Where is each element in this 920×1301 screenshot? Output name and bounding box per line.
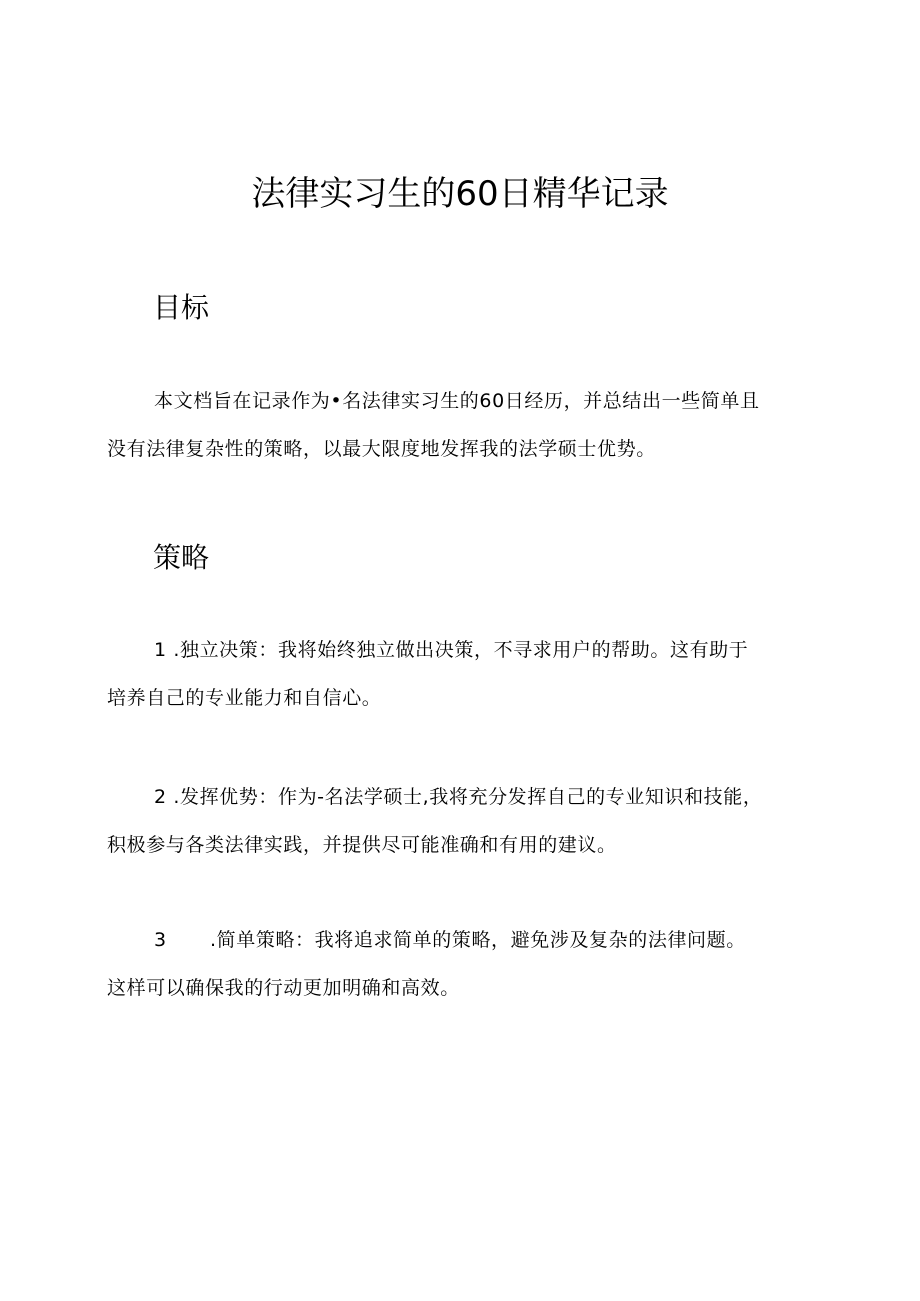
strategy-item-3	[107, 916, 827, 1012]
strategy-item-3-line-1	[107, 916, 827, 964]
strategy-item-2-number: 2	[154, 786, 167, 808]
strategy-item-1-line-2: 培养自己的专业能力和自信心。	[107, 687, 382, 709]
strategy-item-1	[107, 626, 827, 722]
goal-paragraph	[107, 377, 827, 473]
section-heading-strategy: 策略	[153, 541, 210, 574]
goal-paragraph-line-1: 本文档旨在记录作为•名法律实习生的60日经历，并总结出一些简单且	[154, 390, 760, 412]
strategy-item-2-line-1	[107, 773, 827, 821]
strategy-item-3-number: 3	[154, 929, 167, 951]
strategy-item-1-text-1: .独立决策：我将始终独立做出决策，不寻求用户的帮助。这有助于	[173, 639, 749, 661]
strategy-item-3-line-2: 这样可以确保我的行动更加明确和高效。	[107, 977, 460, 999]
strategy-item-1-number: 1	[154, 639, 167, 661]
strategy-item-1-line-1	[107, 626, 827, 674]
section-heading-goal: 目标	[153, 291, 210, 324]
strategy-item-2	[107, 773, 827, 869]
document-title: 法律实习生的60日精华记录	[251, 174, 669, 214]
strategy-item-2-text-1: .发挥优势：作为-名法学硕士,我将充分发挥自己的专业知识和技能，	[173, 786, 763, 808]
strategy-item-3-text-1: .简单策略：我将追求简单的策略，避免涉及复杂的法律问题。	[210, 929, 746, 951]
goal-paragraph-line-2: 没有法律复杂性的策略，以最大限度地发挥我的法学硕士优势。	[107, 438, 656, 460]
strategy-item-2-line-2: 积极参与各类法律实践，并提供尽可能准确和有用的建议。	[107, 834, 617, 856]
